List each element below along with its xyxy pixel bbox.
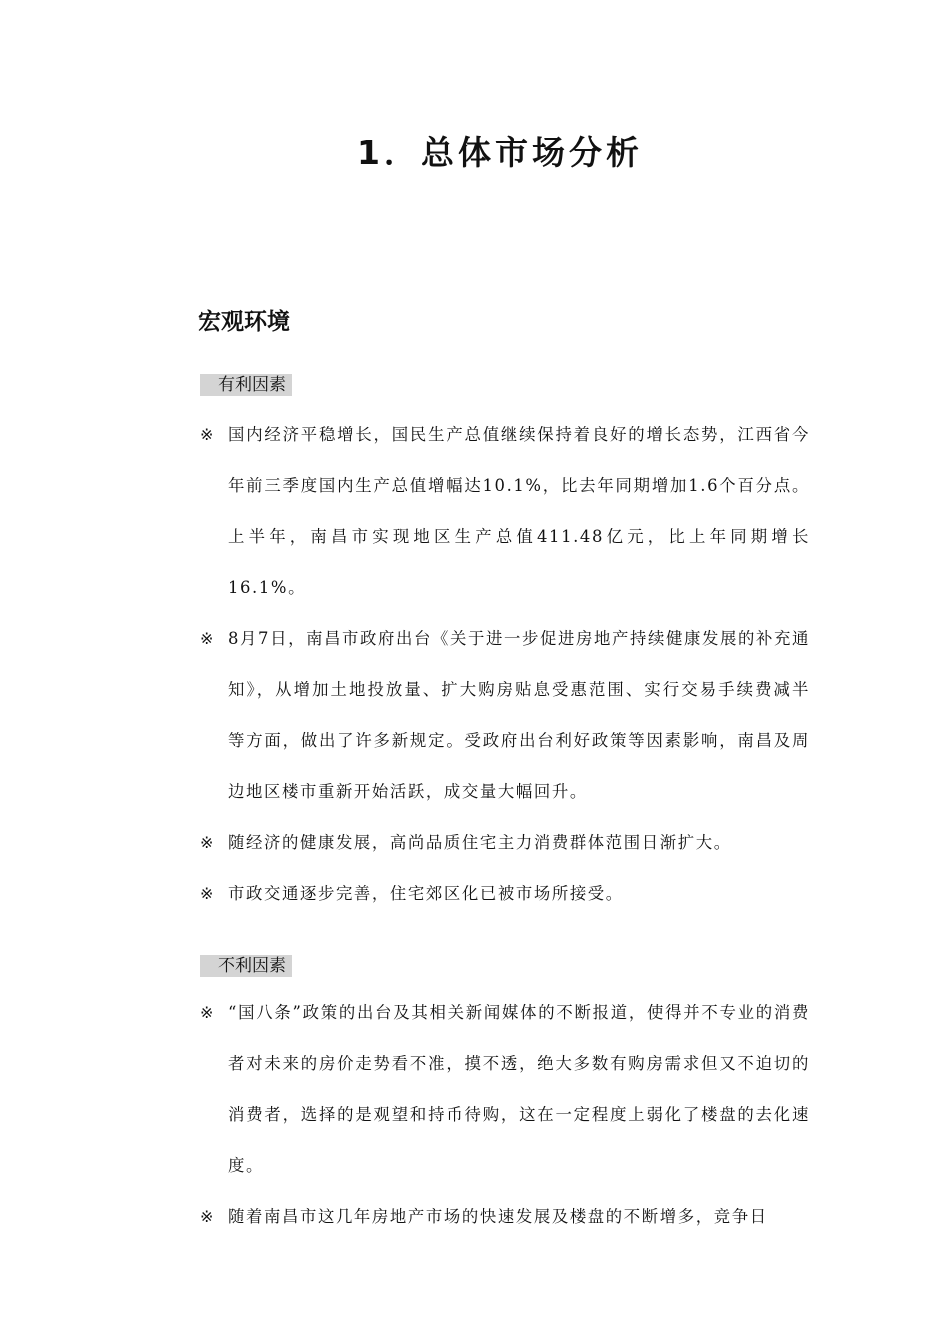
reference-mark-icon: ※ [200,884,214,903]
reference-mark-icon: ※ [200,1003,214,1022]
reference-mark-icon: ※ [200,1207,214,1226]
list-item-text: 国内经济平稳增长，国民生产总值继续保持着良好的增长态势，江西省今年前三季度国内生产总值增幅达10.1%，比去年同期增加1.6个百分点。上半年，南昌市实现地区生产总值411.48亿元，比上年同期增长16.1%。 [228,425,810,597]
favorable-factors-list [200,409,810,919]
page-title: 1．总体市场分析 [357,133,643,172]
list-item [200,613,810,817]
sub-heading-unfavorable-factors: 不利因素 [200,955,292,977]
list-item [200,817,810,868]
list-item-text: 随着南昌市这几年房地产市场的快速发展及楼盘的不断增多，竞争日 [228,1207,768,1226]
section-heading-macro-environment: 宏观环境 [198,309,290,335]
list-item [200,868,810,919]
unfavorable-factors-list [200,987,810,1242]
reference-mark-icon: ※ [200,425,214,444]
list-item-text: 8月7日，南昌市政府出台《关于进一步促进房地产持续健康发展的补充通知》，从增加土地投放量、扩大购房贴息受惠范围、实行交易手续费减半等方面，做出了许多新规定。受政府出台利好政策等因素影响，南昌及周边地区楼市重新开始活跃，成交量大幅回升。 [228,629,810,801]
reference-mark-icon: ※ [200,629,214,648]
list-item-text: 市政交通逐步完善，住宅郊区化已被市场所接受。 [228,884,624,903]
sub-heading-favorable-factors: 有利因素 [200,374,292,396]
reference-mark-icon: ※ [200,833,214,852]
list-item [200,987,810,1191]
list-item [200,409,810,613]
list-item [200,1191,810,1242]
list-item-text: 随经济的健康发展，高尚品质住宅主力消费群体范围日渐扩大。 [228,833,732,852]
list-item-text: “国八条”政策的出台及其相关新闻媒体的不断报道，使得并不专业的消费者对未来的房价走势看不准，摸不透，绝大多数有购房需求但又不迫切的消费者，选择的是观望和持币待购，这在一定程度上弱化了楼盘的去化速度。 [228,1003,810,1175]
